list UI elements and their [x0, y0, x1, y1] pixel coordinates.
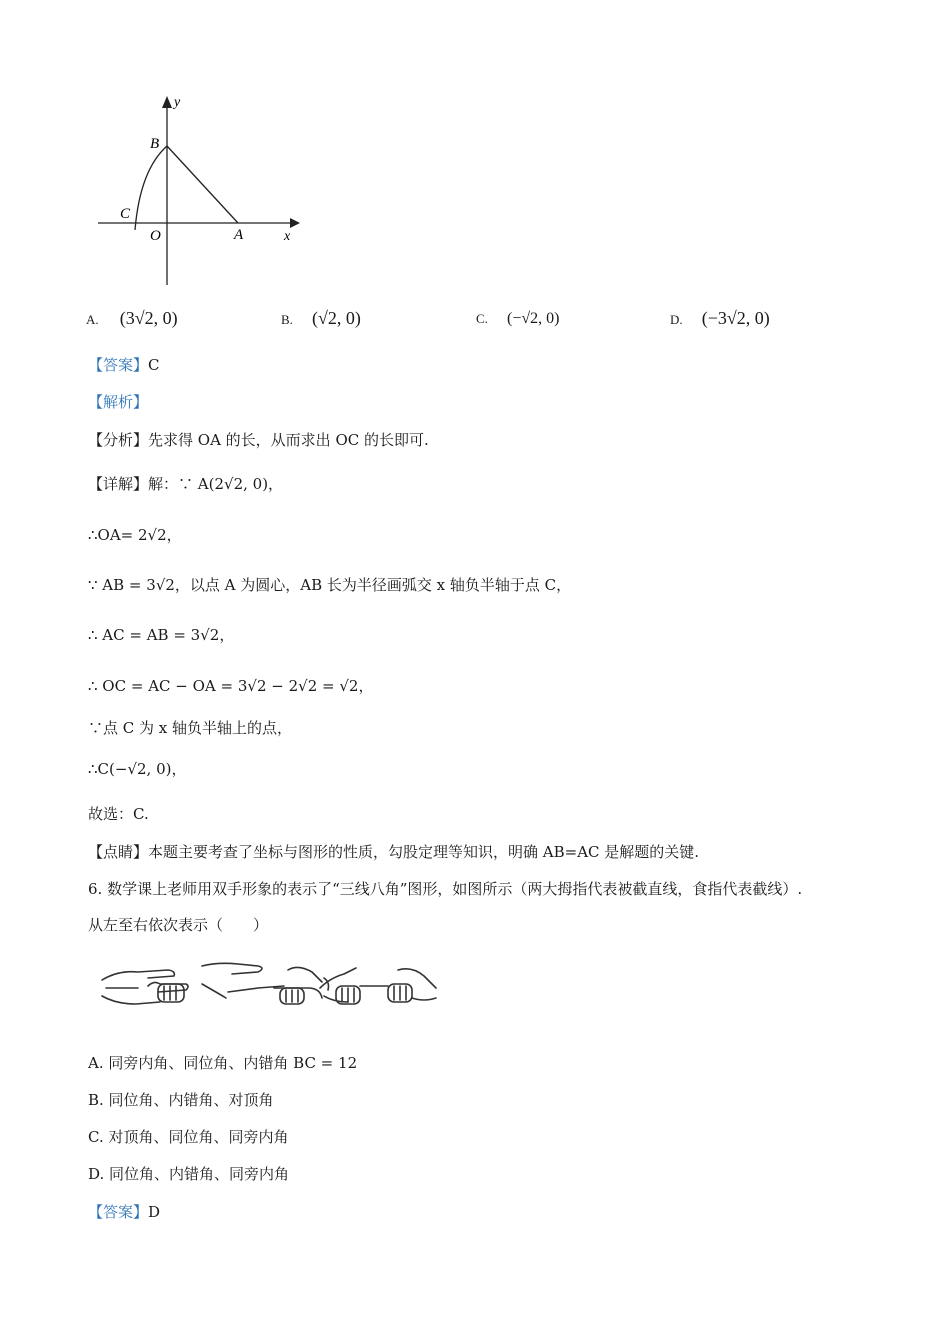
q5-line-6: ∵点 C 为 x 轴负半轴上的点， — [88, 719, 293, 737]
q6-option-b: B. 同位角、内错角、对顶角 — [88, 1091, 274, 1109]
x-axis-arrow — [290, 218, 300, 228]
hands-illustration — [98, 958, 440, 1014]
label-b: B — [150, 136, 160, 152]
label-y: y — [174, 95, 181, 110]
label-o: O — [150, 228, 161, 244]
q5-option-b: B. (√2, 0) — [281, 308, 361, 328]
q5-fenxi: 【分析】先求得 OA 的长，从而求出 OC 的长即可. — [88, 431, 429, 449]
q5-line-8: 故选：C. — [88, 805, 149, 823]
q5-line-7: ∴C(−√2, 0)， — [88, 760, 187, 778]
arc-bc — [135, 146, 167, 230]
coordinate-figure — [90, 90, 310, 290]
q5-dianjing: 【点睛】本题主要考查了坐标与图形的性质，勾股定理等知识，明确 AB=AC 是解题的关键. — [88, 843, 700, 861]
answer-tag: 【答案】 — [88, 1203, 149, 1221]
q6-stem-line2: 从左至右依次表示（ ） — [88, 916, 269, 934]
answer-value: D — [148, 1203, 161, 1221]
q5-option-d: D. (−3√2, 0) — [670, 308, 770, 328]
q6-option-c: C. 对顶角、同位角、同旁内角 — [88, 1128, 289, 1146]
y-axis-arrow — [162, 96, 172, 108]
q5-line-5: ∴ OC = AC − OA = 3√2 − 2√2 = √2， — [88, 677, 374, 695]
segment-ba — [167, 146, 238, 223]
q5-line-2: ∴OA= 2√2， — [88, 526, 182, 544]
q5-line-4: ∴ AC = AB = 3√2， — [88, 626, 235, 644]
q5-xiangjie: 【详解】解：∵ A(2√2, 0)， — [88, 475, 284, 493]
hand-pair-3 — [320, 968, 436, 1004]
q6-answer — [88, 1202, 160, 1222]
hand-pair-2 — [202, 963, 329, 1004]
label-c: C — [120, 206, 131, 222]
q6-option-a: A. 同旁内角、同位角、内错角 BC = 12 — [88, 1054, 358, 1072]
label-a: A — [234, 227, 244, 243]
answer-tag: 【答案】 — [88, 356, 149, 374]
q5-answer — [88, 355, 160, 375]
q6-stem-line1: 6. 数学课上老师用双手形象的表示了“三线八角”图形，如图所示（两大拇指代表被截直线，食指代表截线）. — [88, 880, 803, 898]
label-x: x — [284, 229, 291, 244]
hand-pair-1 — [102, 970, 188, 1004]
q5-option-a: A. (3√2, 0) — [86, 308, 178, 328]
q5-line-3: ∵ AB = 3√2，以点 A 为圆心，AB 长为半径画弧交 x 轴负半轴于点 C， — [88, 576, 572, 594]
answer-value: C — [148, 356, 160, 374]
q6-option-d: D. 同位角、内错角、同旁内角 — [88, 1165, 290, 1183]
q5-option-c: C. (−√2, 0) — [476, 310, 560, 327]
q5-analysis-tag: 【解析】 — [88, 393, 149, 411]
